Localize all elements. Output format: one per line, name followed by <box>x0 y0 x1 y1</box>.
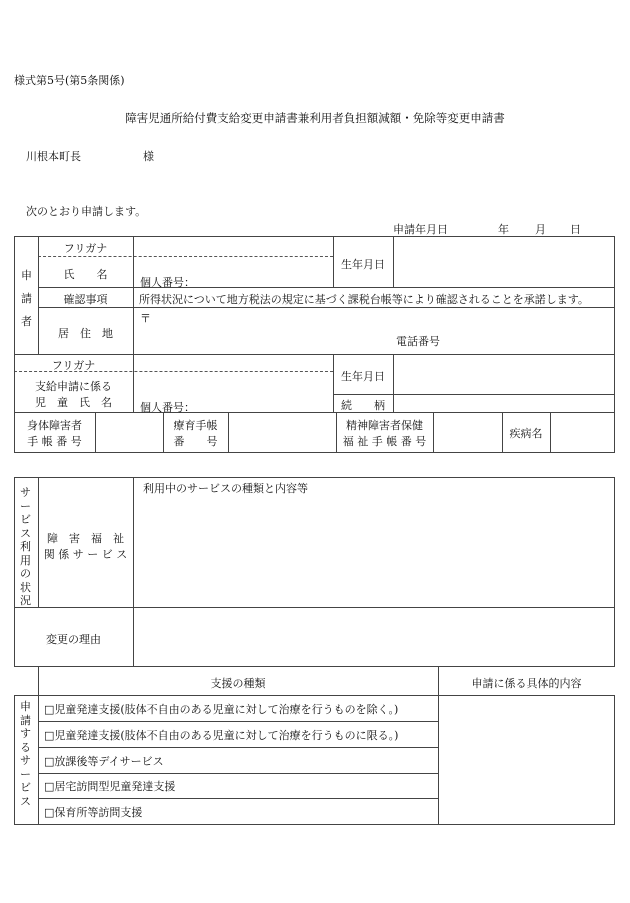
confirm-label: 確認事項 <box>63 293 108 306</box>
applicant-birthdate-label: 生年月日 <box>341 258 385 271</box>
service-option-5[interactable]: □保育所等訪問支援 <box>44 806 143 819</box>
intro-text: 次のとおり申請します。 <box>26 205 147 218</box>
year-label: 年 <box>498 223 509 236</box>
welfare-service-label-1: 障 害 福 祉 <box>47 532 124 545</box>
postal-mark: 〒 <box>140 312 151 325</box>
form-number: 様式第5号(第5条関係) <box>14 74 125 87</box>
addressee: 川根本町長 <box>26 150 81 163</box>
applicant-label-2: 請 <box>21 292 32 305</box>
child-furigana-label: フリガナ <box>51 359 96 372</box>
disease-label: 疾病名 <box>509 427 543 440</box>
child-name-label-2: 児 童 氏 名 <box>35 396 112 409</box>
ryoiku-handbook-label-1: 療育手帳 <box>173 419 218 432</box>
child-name-label-1: 支給申請に係る <box>35 380 112 393</box>
applicant-label-3: 者 <box>21 315 32 328</box>
welfare-service-label-2: 関 係 サ ー ビ ス <box>43 548 128 561</box>
applicant-label-1: 申 <box>21 269 32 282</box>
month-label: 月 <box>535 223 546 236</box>
child-relation-label: 続 柄 <box>341 399 385 412</box>
applicant-personal-number-label: 個人番号： <box>140 276 195 289</box>
support-type-header: 支援の種類 <box>210 677 266 690</box>
physical-handbook-label-1: 身体障害者 <box>27 419 82 432</box>
usage-section-label: サービス利用の状況 <box>20 486 31 607</box>
confirm-text: 所得状況について地方税法の規定に基づく課税台帳等により確認されることを承諾します。 <box>139 293 589 306</box>
service-option-4[interactable]: □居宅訪問型児童発達支援 <box>44 780 176 793</box>
date-label: 申請年月日 <box>393 223 448 236</box>
child-personal-number-label: 個人番号： <box>140 401 195 414</box>
phone-label: 電話番号 <box>396 335 440 348</box>
requested-section-label: 申請するサービス <box>20 700 31 808</box>
service-option-2[interactable]: □児童発達支援(肢体不自由のある児童に対して治療を行うものに限る。) <box>44 729 399 742</box>
service-option-1[interactable]: □児童発達支援(肢体不自由のある児童に対して治療を行うものを除く。) <box>44 703 399 716</box>
applicant-furigana-label: フリガナ <box>63 242 108 255</box>
change-reason-label: 変更の理由 <box>46 633 101 646</box>
service-option-3[interactable]: □放課後等デイサービス <box>44 755 164 768</box>
child-birthdate-label: 生年月日 <box>341 370 385 383</box>
ryoiku-handbook-label-2: 番 号 <box>173 435 218 448</box>
applicant-name-label: 氏 名 <box>63 268 108 281</box>
form-title: 障害児通所給付費支給変更申請書兼利用者負担額減額・免除等変更申請書 <box>125 111 505 125</box>
request-detail-header: 申請に係る具体的内容 <box>471 677 582 690</box>
physical-handbook-label-2: 手 帳 番 号 <box>27 435 82 448</box>
address-label: 居 住 地 <box>58 327 113 340</box>
mental-handbook-label-2: 福 祉 手 帳 番 号 <box>342 435 427 448</box>
mental-handbook-label-1: 精神障害者保健 <box>346 419 423 432</box>
honorific: 様 <box>143 150 154 163</box>
current-service-header: 利用中のサービスの種類と内容等 <box>143 482 308 495</box>
day-label: 日 <box>570 223 581 236</box>
